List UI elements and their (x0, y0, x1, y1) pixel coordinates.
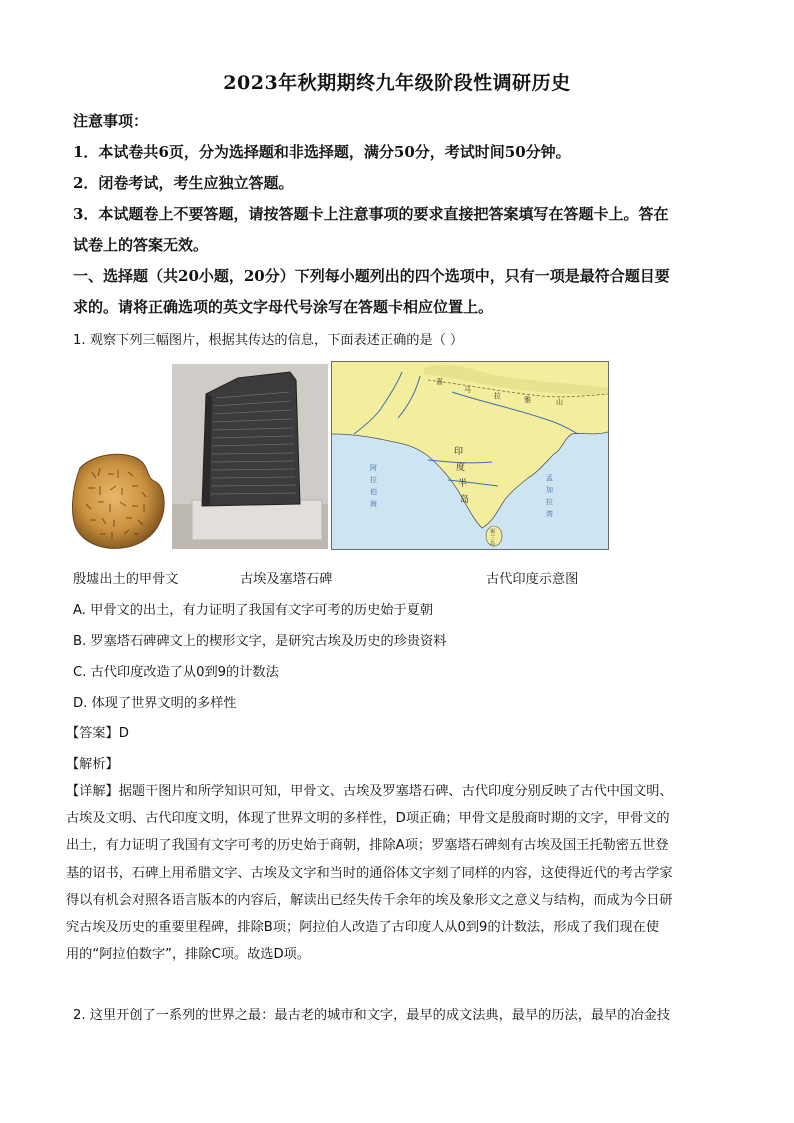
map-label-dao: 岛 (460, 495, 470, 505)
rosetta-stone-image (172, 364, 328, 549)
map-label-jia: 加 (546, 486, 553, 494)
detail-line-2: 古埃及文明、古代印度文明，体现了世界文明的多样性，D项正确；甲骨文是殷商时期的文字，甲骨文的 (66, 811, 670, 827)
detail-paragraph (66, 778, 722, 968)
map-label-du: 度 (456, 463, 466, 473)
map-label-lan: 兰 (490, 535, 496, 541)
map-label-hai: 海 (370, 500, 377, 508)
page-title: 2023年秋期期终九年级阶段性调研历史 (223, 72, 571, 94)
detail-line-7: 用的“阿拉伯数字”，排除C项。故选D项。 (66, 947, 311, 963)
option-b: B. 罗塞塔石碑碑文上的楔形文字，是研究古埃及历史的珍贵资料 (73, 634, 447, 649)
map-label-xi2: 锡 (490, 529, 496, 535)
notice-item-3: 3．本试题卷上不要答题，请按答题卡上注意事项的要求直接把答案填写在答题卡上。答在 (73, 205, 669, 223)
ancient-india-map (331, 361, 609, 550)
map-label-ban: 半 (458, 479, 468, 489)
option-c: C. 古代印度改造了从0到9的计数法 (73, 665, 279, 680)
map-label-bo: 伯 (370, 488, 377, 496)
analysis-label: 【解析】 (66, 757, 119, 772)
map-label-shan: 山 (556, 398, 563, 406)
caption-india-map: 古代印度示意图 (486, 572, 579, 587)
section-heading: 一、选择题（共20小题，20分）下列每小题列出的四个选项中，只有一项是最符合题目要 (73, 267, 670, 285)
map-label-wan: 湾 (546, 510, 553, 518)
section-heading-cont: 求的。请将正确选项的英文字母代号涂写在答题卡相应位置上。 (73, 298, 494, 316)
map-label-xi: 喜 (436, 378, 443, 386)
notice-item-1: 1．本试卷共6页，分为选择题和非选择题，满分50分，考试时间50分钟。 (73, 143, 571, 161)
notice-item-3-cont: 试卷上的答案无效。 (73, 236, 209, 254)
map-label-la3: 拉 (546, 498, 553, 506)
caption-oracle-bone: 殷墟出土的甲骨文 (73, 572, 179, 587)
notice-item-2: 2．闭卷考试，考生应独立答题。 (73, 174, 294, 192)
detail-line-4: 基的诏书，石碑上用希腊文字、古埃及文字和当时的通俗体文字刻了同样的内容，这使得近代的考古学家 (66, 865, 673, 881)
option-a: A. 甲骨文的出土，有力证明了我国有文字可考的历史始于夏朝 (73, 603, 434, 618)
notice-heading: 注意事项： (73, 112, 149, 130)
detail-line-3: 出土，有力证明了我国有文字可考的历史始于商朝，排除A项；罗塞塔石碑刻有古埃及国王托勒密五世登 (66, 838, 669, 854)
map-label-dao2: 岛 (490, 541, 496, 547)
map-label-la: 拉 (494, 392, 501, 400)
detail-line-1: 【详解】据题干图片和所学知识可知，甲骨文、古埃及罗塞塔石碑、古代印度分别反映了古代中国文明、 (66, 784, 673, 799)
detail-line-5: 得以有机会对照各语言版本的内容后，解读出已经失传千余年的埃及象形文之意义与结构，而成为今日研 (66, 892, 673, 908)
map-label-ma: 马 (464, 386, 471, 394)
map-label-ya: 雅 (524, 396, 531, 404)
option-d: D. 体现了世界文明的多样性 (73, 696, 237, 711)
question-2-stem: 2. 这里开创了一系列的世界之最：最古老的城市和文字，最早的成文法典，最早的历法，最早的冶金技 (73, 1008, 671, 1023)
map-label-a: 阿 (370, 464, 377, 472)
map-label-meng: 孟 (546, 474, 553, 482)
map-label-la2: 拉 (370, 476, 377, 484)
oracle-bone-image (70, 448, 168, 554)
answer-label: 【答案】D (66, 726, 129, 741)
caption-rosetta-stone: 古埃及塞塔石碑 (240, 572, 333, 587)
map-label-yin: 印 (454, 447, 464, 457)
question-1-stem: 1. 观察下列三幅图片，根据其传达的信息，下面表述正确的是（ ） (73, 333, 464, 348)
detail-line-6: 究古埃及历史的重要里程碑，排除B项；阿拉伯人改造了古印度人从0到9的计数法，形成了我们现在使 (66, 920, 659, 936)
